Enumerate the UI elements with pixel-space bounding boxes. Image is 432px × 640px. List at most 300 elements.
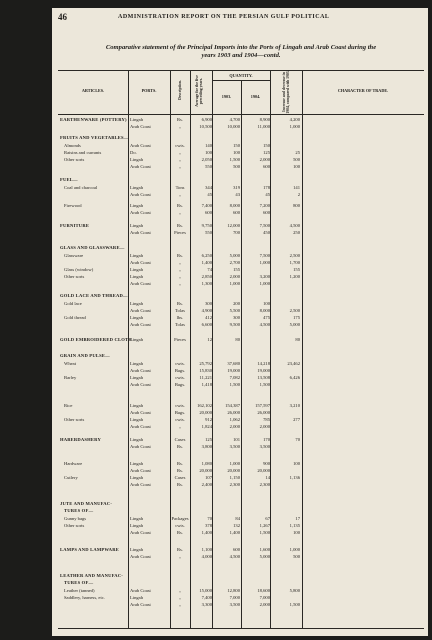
description-cell: „ — [178, 150, 182, 155]
header-ports: PORTS. — [141, 88, 157, 93]
quantity-1903-cell: 12,800 — [227, 588, 240, 593]
difference-cell: 1,136 — [289, 475, 300, 480]
article-cell: Gunny bags — [64, 516, 87, 521]
caption-line-1: Comparative statement of the Principal Imports into the Ports of Lingah and Arab Coast during the — [105, 44, 377, 51]
difference-cell: 100 — [293, 461, 300, 466]
table-row — [58, 163, 424, 170]
quantity-1903-cell: 84 — [235, 516, 240, 521]
quantity-1904-cell: 8,900 — [259, 117, 270, 122]
quantity-1904-cell: 13,508 — [257, 375, 270, 380]
average-cell: 2,850 — [201, 274, 212, 279]
table-row — [58, 300, 424, 307]
difference-cell: 155 — [293, 267, 300, 272]
report-page — [52, 8, 428, 636]
average-cell: 912 — [205, 417, 212, 422]
description-cell: „ — [178, 164, 182, 169]
table-row — [58, 601, 424, 608]
port-cell: Arab Coast — [130, 368, 151, 373]
quantity-1904-cell: 600 — [263, 164, 270, 169]
quantity-1903-cell: 3,500 — [229, 602, 240, 607]
description-cell: „ — [178, 602, 182, 607]
quantity-1904-cell: 1,500 — [259, 382, 270, 387]
average-cell: 20,000 — [199, 410, 212, 415]
average-cell: 1,400 — [201, 530, 212, 535]
quantity-1904-cell: 20,000 — [257, 468, 270, 473]
quantity-1903-cell: 9,500 — [229, 322, 240, 327]
article-cell: Cutlery — [64, 475, 78, 480]
description-cell: Rs. — [176, 547, 183, 552]
quantity-1904-cell: 7,000 — [259, 595, 270, 600]
average-cell: 10,500 — [199, 124, 212, 129]
header-difference: Increase and decrease in 1904, compared with 1903. — [282, 70, 290, 114]
difference-cell: 5,000 — [289, 322, 300, 327]
description-cell: Rs. — [176, 223, 183, 228]
description-cell: Rs. — [176, 253, 183, 258]
table-row — [58, 273, 424, 280]
port-cell: Lingah — [130, 223, 144, 228]
difference-cell: 800 — [293, 203, 300, 208]
quantity-1904-cell: 14,218 — [257, 361, 270, 366]
quantity-1903-cell: 300 — [233, 315, 240, 320]
port-cell: Arab Coast — [130, 192, 151, 197]
quantity-1904-cell: 7,200 — [259, 203, 270, 208]
average-cell: 74 — [207, 267, 212, 272]
difference-cell: 5,800 — [289, 588, 300, 593]
difference-cell: 25 — [295, 150, 300, 155]
port-cell: Lingah — [130, 301, 144, 306]
quantity-1904-cell: 8,000 — [259, 308, 270, 313]
table-row — [58, 222, 424, 229]
port-cell: Arab Coast — [130, 281, 151, 286]
table-row — [58, 352, 424, 359]
port-cell: Lingah — [130, 315, 144, 320]
difference-cell: 277 — [293, 417, 300, 422]
article-cell: Wheat — [64, 361, 76, 366]
difference-cell: 100 — [293, 530, 300, 535]
port-cell: Lingah — [130, 185, 144, 190]
average-cell: 11,221 — [199, 375, 212, 380]
description-cell: „ — [178, 424, 182, 429]
page-header — [58, 12, 422, 24]
difference-cell: 1,500 — [289, 602, 300, 607]
table-row — [58, 500, 424, 507]
description-cell: „ — [178, 281, 182, 286]
port-cell: Do. — [130, 150, 137, 155]
quantity-1904-cell: 1,600 — [259, 547, 270, 552]
table-row — [58, 436, 424, 443]
quantity-1904-cell: 14 — [265, 475, 270, 480]
table-row — [58, 553, 424, 560]
quantity-1903-cell: 155 — [233, 267, 240, 272]
description-cell: cwts. — [175, 403, 185, 408]
article-cell: FURNITURE — [60, 223, 90, 228]
quantity-1904-cell: 125 — [263, 150, 270, 155]
description-cell: Tons — [175, 185, 185, 190]
quantity-1903-cell: 3,500 — [229, 444, 240, 449]
port-cell: Lingah — [130, 203, 144, 208]
average-cell: 378 — [205, 523, 212, 528]
quantity-1903-cell: 101 — [233, 437, 240, 442]
header-articles: ARTICLES. — [81, 88, 105, 93]
article-cell: Raisins and currants — [64, 150, 102, 155]
quantity-1903-cell: 2,000 — [229, 424, 240, 429]
article-cell: Other sorts — [64, 417, 85, 422]
quantity-1904-cell: 900 — [263, 461, 270, 466]
quantity-1903-cell: 37,680 — [227, 361, 240, 366]
quantity-1904-cell: 11,000 — [257, 124, 270, 129]
header-average: Average for the five preceding years. — [195, 75, 203, 107]
quantity-1903-cell: 1,400 — [229, 530, 240, 535]
average-cell: 125 — [205, 437, 212, 442]
quantity-1904-cell: 1,000 — [259, 281, 270, 286]
port-cell: Lingah — [130, 547, 144, 552]
header-1904: 1904. — [250, 94, 261, 99]
description-cell: Rs. — [176, 461, 183, 466]
article-cell: Glassware — [64, 253, 84, 258]
quantity-1904-cell: 785 — [263, 417, 270, 422]
average-cell: 45 — [207, 192, 212, 197]
difference-cell: 3,210 — [289, 403, 300, 408]
average-cell: 600 — [205, 210, 212, 215]
average-cell: 550 — [205, 164, 212, 169]
table-row — [58, 381, 424, 388]
description-cell: Bags. — [174, 368, 186, 373]
difference-cell: 175 — [293, 315, 300, 320]
quantity-1903-cell: 12,000 — [227, 223, 240, 228]
table-row — [58, 191, 424, 198]
article-cell: Barley — [64, 375, 77, 380]
average-cell: 1,080 — [201, 461, 212, 466]
table-row — [58, 515, 424, 522]
table-row — [58, 481, 424, 488]
quantity-1903-cell: 154,387 — [225, 403, 240, 408]
quantity-1903-cell: 26,000 — [227, 410, 240, 415]
quantity-1903-cell: 700 — [233, 230, 240, 235]
table-row — [58, 292, 424, 299]
article-cell: Rice — [64, 403, 73, 408]
difference-cell: 17 — [295, 516, 300, 521]
port-cell: Arab Coast — [130, 554, 151, 559]
table-row — [58, 176, 424, 183]
description-cell: Tolas — [175, 308, 185, 313]
header-quantity: QUANTITY. — [229, 73, 253, 78]
table-row — [58, 252, 424, 259]
description-cell: „ — [178, 124, 182, 129]
port-cell: Arab Coast — [130, 260, 151, 265]
table-row — [58, 149, 424, 156]
quantity-1903-cell: 150 — [233, 143, 240, 148]
average-cell: 9,750 — [201, 223, 212, 228]
average-cell: 1,824 — [201, 424, 212, 429]
article-cell: Coal and charcoal — [64, 185, 98, 190]
article-cell: Other sorts — [64, 523, 85, 528]
port-cell: Arab Coast — [130, 124, 151, 129]
port-cell: Lingah — [130, 523, 144, 528]
description-cell: cwts. — [175, 375, 185, 380]
article-cell: Other sorts — [64, 157, 85, 162]
description-cell: „ — [178, 192, 182, 197]
description-cell: Packages — [171, 516, 189, 521]
port-cell: Lingah — [130, 274, 144, 279]
quantity-1904-cell: 3,500 — [259, 444, 270, 449]
description-cell: Rs. — [176, 117, 183, 122]
table-row — [58, 423, 424, 430]
port-cell: Arab Coast — [130, 424, 151, 429]
average-cell: 550 — [205, 230, 212, 235]
description-cell: Rs. — [176, 301, 183, 306]
page-number: 46 — [58, 12, 67, 22]
quantity-1904-cell: 3,200 — [259, 274, 270, 279]
article-cell: FRUITS AND VEGETABLES— — [60, 135, 129, 140]
article-cell: Hardware — [64, 461, 83, 466]
port-cell: Arab Coast — [130, 410, 151, 415]
table-row — [58, 367, 424, 374]
description-cell: Cases — [174, 475, 186, 480]
quantity-1904-cell: 67 — [265, 516, 270, 521]
quantity-1903-cell: 2,000 — [229, 274, 240, 279]
difference-cell: 2,500 — [289, 308, 300, 313]
quantity-1903-cell: 2,700 — [229, 260, 240, 265]
description-cell: cwts. — [175, 523, 185, 528]
article-cell: EARTHENWARE (POTTERY) — [60, 117, 127, 122]
table-row — [58, 307, 424, 314]
quantity-1904-cell: 1,500 — [259, 530, 270, 535]
table-row — [58, 402, 424, 409]
quantity-1904-cell: 2,300 — [259, 482, 270, 487]
quantity-1903-cell: 7,082 — [229, 375, 240, 380]
quantity-1903-cell: 1,062 — [229, 417, 240, 422]
quantity-1903-cell: 1,150 — [229, 475, 240, 480]
port-cell: Arab Coast — [130, 530, 151, 535]
description-cell: Bags. — [174, 382, 186, 387]
quantity-1904-cell: 100 — [263, 301, 270, 306]
quantity-1904-cell: 600 — [263, 210, 270, 215]
average-cell: 344 — [205, 185, 212, 190]
average-cell: 412 — [205, 315, 212, 320]
table-row — [58, 529, 424, 536]
quantity-1903-cell: 600 — [233, 210, 240, 215]
difference-cell: 2,500 — [289, 253, 300, 258]
table-row — [58, 374, 424, 381]
quantity-1903-cell: 10,000 — [227, 124, 240, 129]
average-cell: 6,900 — [201, 117, 212, 122]
article-cell: Glass (window) — [64, 267, 94, 272]
description-cell: Pieces — [174, 230, 186, 235]
table-row — [58, 123, 424, 130]
table-row — [58, 209, 424, 216]
article-cell: GLASS AND GLASSWARE— — [60, 245, 125, 250]
difference-cell: 1,000 — [289, 124, 300, 129]
port-cell: Arab Coast — [130, 230, 151, 235]
article-cell: TURES OF— — [64, 580, 94, 585]
average-cell: 7,400 — [201, 595, 212, 600]
port-cell: Arab Coast — [130, 482, 151, 487]
article-cell: GOLD EMBROIDERED CLOTH — [60, 337, 133, 342]
quantity-1903-cell: 1,500 — [229, 382, 240, 387]
quantity-1904-cell: 2,000 — [259, 424, 270, 429]
difference-cell: 4,500 — [289, 223, 300, 228]
quantity-1903-cell: 4,500 — [229, 554, 240, 559]
port-cell: Lingah — [130, 253, 144, 258]
table-row — [58, 156, 424, 163]
table-row — [58, 280, 424, 287]
average-cell: 7,400 — [201, 203, 212, 208]
quantity-1903-cell: 19,000 — [227, 368, 240, 373]
description-cell: „ — [178, 595, 182, 600]
port-cell: Arab Coast — [130, 382, 151, 387]
average-cell: 140 — [205, 143, 212, 148]
port-cell: Lingah — [130, 461, 144, 466]
port-cell: Arab Coast — [130, 444, 151, 449]
article-cell: TURES OF— — [64, 508, 94, 513]
port-cell: Lingah — [130, 437, 144, 442]
port-cell: Lingah — [130, 267, 144, 272]
description-cell: „ — [178, 554, 182, 559]
table-row — [58, 507, 424, 514]
description-cell: Pieces — [174, 337, 186, 342]
article-cell: HABERDASHERY — [60, 437, 102, 442]
table-row — [58, 579, 424, 586]
port-cell: Lingah — [130, 516, 144, 521]
quantity-1904-cell: 45 — [265, 192, 270, 197]
quantity-1904-cell: 26,000 — [257, 410, 270, 415]
port-cell: Arab Coast — [130, 602, 151, 607]
description-cell: cwts. — [175, 361, 185, 366]
article-cell: Almonds — [64, 143, 81, 148]
difference-cell: 1,200 — [289, 274, 300, 279]
quantity-1904-cell: 150 — [263, 143, 270, 148]
average-cell: 3,300 — [201, 602, 212, 607]
description-cell: Rs. — [176, 444, 183, 449]
table-row — [58, 594, 424, 601]
article-cell: JUTE AND MANUFAC- — [60, 501, 113, 506]
header-1903: 1903. — [221, 94, 232, 99]
description-cell: Rs. — [176, 468, 183, 473]
table-row — [58, 360, 424, 367]
description-cell: „ — [178, 588, 182, 593]
table-row — [58, 116, 424, 123]
description-cell: Cases — [174, 437, 186, 442]
average-cell: 4,900 — [201, 308, 212, 313]
article-cell: Firewood — [64, 203, 82, 208]
running-head: ADMINISTRATION REPORT ON THE PERSIAN GULF POLITICAL — [118, 14, 330, 20]
average-cell: 15,000 — [199, 588, 212, 593]
description-cell: cwts. — [175, 417, 185, 422]
difference-cell: 500 — [293, 554, 300, 559]
table-row — [58, 229, 424, 236]
quantity-1904-cell: 18,600 — [257, 588, 270, 593]
quantity-1903-cell: 8,000 — [229, 203, 240, 208]
quantity-1903-cell: 500 — [233, 164, 240, 169]
port-cell: Arab Coast — [130, 164, 151, 169]
article-cell: GOLD LACE AND THREAD— — [60, 293, 128, 298]
average-cell: 162,102 — [197, 403, 212, 408]
difference-cell: 80 — [295, 337, 300, 342]
quantity-1903-cell: 1,000 — [229, 281, 240, 286]
quantity-1903-cell: 200 — [233, 301, 240, 306]
difference-cell: 500 — [293, 157, 300, 162]
description-cell: Bags. — [174, 410, 186, 415]
difference-cell: 6,426 — [289, 375, 300, 380]
difference-cell: 1,700 — [289, 260, 300, 265]
difference-cell: 70 — [295, 437, 300, 442]
table-bottom-rule — [58, 628, 424, 629]
quantity-1903-cell: 1,000 — [229, 461, 240, 466]
quantity-1904-cell: 2,000 — [259, 157, 270, 162]
quantity-1903-cell: 2,300 — [229, 482, 240, 487]
port-cell: Lingah — [130, 417, 144, 422]
port-cell: Lingah — [130, 595, 144, 600]
article-cell: GRAIN AND PULSE— — [60, 353, 110, 358]
average-cell: 3,800 — [201, 444, 212, 449]
quantity-1903-cell: 5,500 — [229, 308, 240, 313]
difference-cell: 141 — [293, 185, 300, 190]
average-cell: 107 — [205, 475, 212, 480]
average-cell: 2,050 — [201, 157, 212, 162]
average-cell: 1,100 — [201, 547, 212, 552]
article-cell: Other sorts — [64, 274, 85, 279]
quantity-1904-cell: 170 — [263, 437, 270, 442]
table-row — [58, 587, 424, 594]
article-cell: Saddlery, harness, etc. — [64, 595, 105, 600]
quantity-1904-cell: 450 — [263, 230, 270, 235]
quantity-1904-cell: 475 — [263, 315, 270, 320]
port-cell: Arab Coast — [130, 308, 151, 313]
table-row — [58, 134, 424, 141]
port-cell: Lingah — [130, 157, 144, 162]
difference-cell: 4,200 — [289, 117, 300, 122]
description-cell: Rs. — [176, 203, 183, 208]
table-row — [58, 259, 424, 266]
description-cell: „ — [178, 267, 182, 272]
header-description: Description. — [178, 80, 182, 100]
article-cell: LAMPS AND LAMPWARE — [60, 547, 119, 552]
quantity-1903-cell: 43 — [235, 192, 240, 197]
quantity-1904-cell: 157,597 — [255, 403, 270, 408]
quantity-1903-cell: 132 — [233, 523, 240, 528]
quantity-1903-cell: 4,700 — [229, 117, 240, 122]
table-row — [58, 142, 424, 149]
article-cell: Gold lace — [64, 301, 82, 306]
quantity-1904-cell: 1,000 — [259, 260, 270, 265]
average-cell: 100 — [205, 150, 212, 155]
table-row — [58, 244, 424, 251]
port-cell: Arab Coast — [130, 143, 151, 148]
table-row — [58, 336, 424, 343]
average-cell: 1,400 — [201, 260, 212, 265]
table-row — [58, 474, 424, 481]
table-row — [58, 266, 424, 273]
description-cell: „ — [178, 274, 182, 279]
description-cell: Rs. — [176, 482, 183, 487]
description-cell: lbs. — [176, 315, 184, 320]
quantity-1903-cell: 7,000 — [229, 595, 240, 600]
average-cell: 12 — [207, 337, 212, 342]
description-cell: „ — [178, 260, 182, 265]
port-cell: Lingah — [130, 375, 144, 380]
description-cell: Rs. — [176, 530, 183, 535]
difference-cell: 1,135 — [289, 523, 300, 528]
average-cell: 300 — [205, 301, 212, 306]
quantity-1904-cell: 19,000 — [257, 368, 270, 373]
port-cell: Arab Coast — [130, 322, 151, 327]
quantity-1903-cell: 100 — [233, 150, 240, 155]
average-cell: 70 — [207, 516, 212, 521]
quantity-1903-cell: 600 — [233, 547, 240, 552]
port-cell: Arab Coast — [130, 468, 151, 473]
average-cell: 20,000 — [199, 468, 212, 473]
description-cell: „ — [178, 210, 182, 215]
